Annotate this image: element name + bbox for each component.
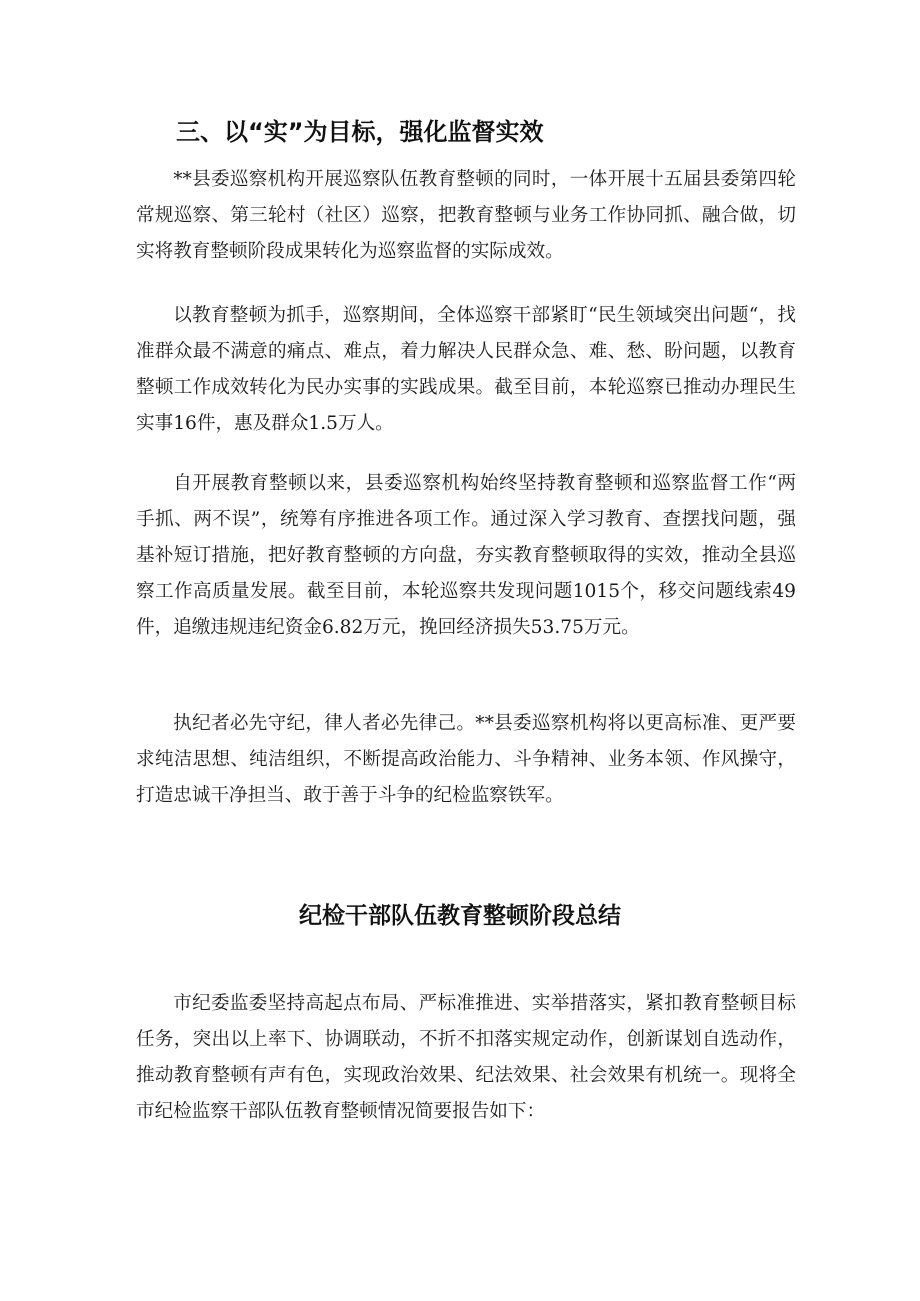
paragraph-intro: 市纪委监委坚持高起点布局、严标准推进、实举措落实，紧扣教育整顿目标任务，突出以上率下、协调联动，不折不扣落实规定动作，创新谋划自选动作，推动教育整顿有声有色，实现政治效果、纪法效果、社会效果有机统一。现将全市纪检监察干部队伍教育整顿情况简要报告如下： xyxy=(136,993,796,1122)
section-heading: 三、以“实”为目标，强化监督实效 xyxy=(176,118,544,146)
document-title: 纪检干部队伍教育整顿阶段总结 xyxy=(299,903,621,929)
paragraph-discipline: 执纪者必先守纪，律人者必先律己。**县委巡察机构将以更高标准、更严要求纯洁思想、纯洁组织，不断提高政治能力、斗争精神、业务本领、作风操守，打造忠诚干净担当、敢于善于斗争的纪检监察铁军。 xyxy=(136,713,796,806)
paragraph-results: 自开展教育整顿以来，县委巡察机构始终坚持教育整顿和巡察监督工作“两手抓、两不误”，统筹有序推进各项工作。通过深入学习教育、查摆找问题，强基补短订措施，把好教育整顿的方向盘，夯实教育整顿取得的实效，推动全县巡察工作高质量发展。截至目前，本轮巡察共发现问题1015个，移交问题线索49件，追缴违规违纪资金6.82万元，挽回经济损失53.75万元。 xyxy=(136,473,796,638)
paragraph-inspection-sync: **县委巡察机构开展巡察队伍教育整顿的同时，一体开展十五届县委第四轮常规巡察、第三轮村（社区）巡察，把教育整顿与业务工作协同抓、融合做，切实将教育整顿阶段成果转化为巡察监督的实际成效。 xyxy=(136,169,796,262)
paragraph-livelihood: 以教育整顿为抓手，巡察期间，全体巡察干部紧盯“民生领域突出问题“，找准群众最不满意的痛点、难点，着力解决人民群众急、难、愁、盼问题，以教育整顿工作成效转化为民办实事的实践成果。截至目前，本轮巡察已推动办理民生实事16件，惠及群众1.5万人。 xyxy=(136,305,796,434)
